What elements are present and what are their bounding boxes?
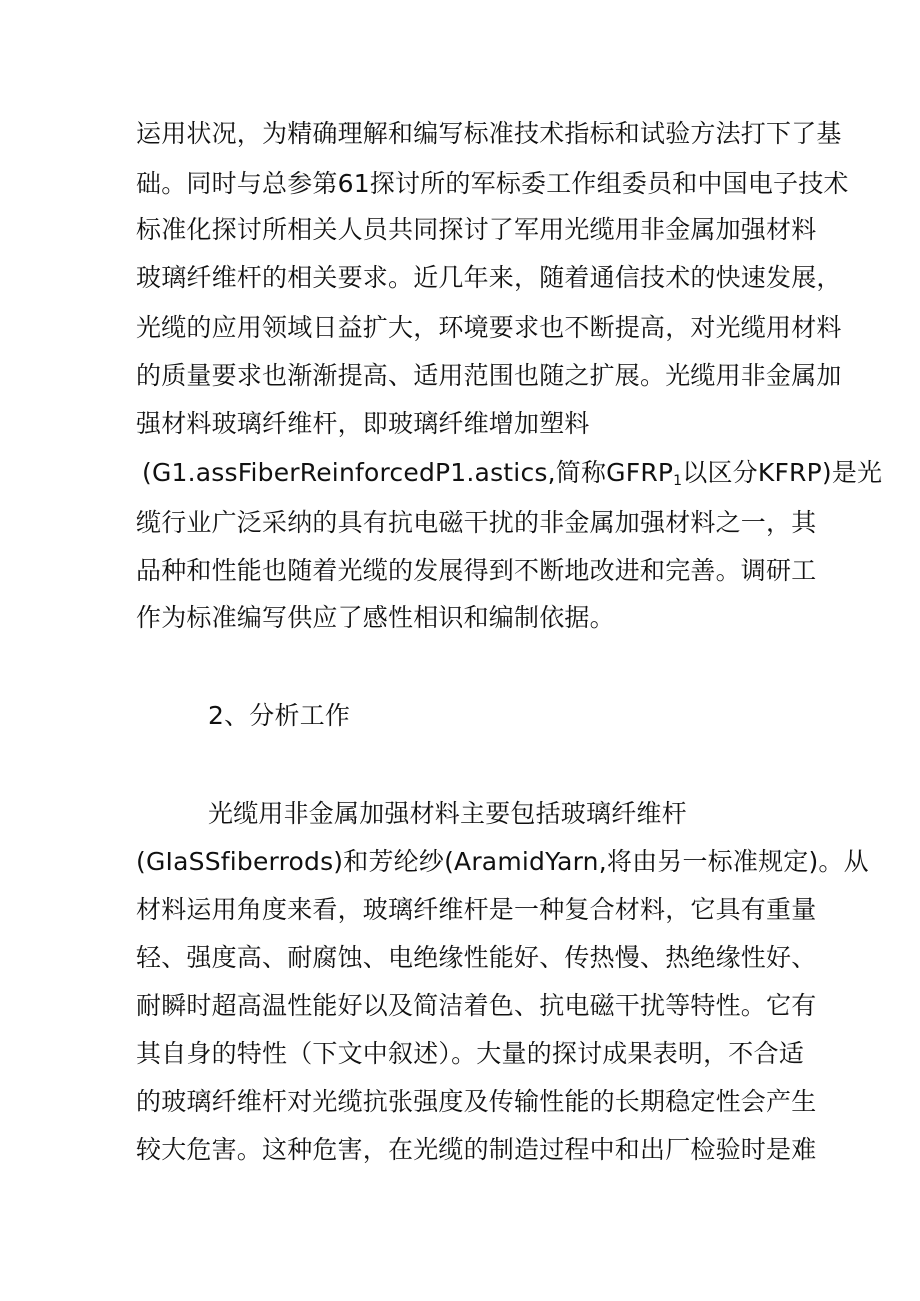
paragraph-line: 的质量要求也渐渐提高、适用范围也随之扩展。光缆用非金属加 (136, 361, 842, 390)
paragraph-line: 较大危害。这种危害，在光缆的制造过程中和出厂检验时是难 (136, 1135, 817, 1164)
paragraph-line: 强材料玻璃纤维杆，即玻璃纤维增加塑料 (136, 409, 590, 438)
paragraph-line: 础。同时与总参第61探讨所的军标委工作组委员和中国电子技术 (136, 169, 849, 198)
paragraph-first-line: 光缆用非金属加强材料主要包括玻璃纤维杆 (208, 799, 687, 828)
paragraph-line: 缆行业广泛采纳的具有抗电磁干扰的非金属加强材料之一，其 (136, 508, 817, 537)
formula-subscript: 1 (673, 473, 683, 489)
paragraph-line: 材料运用角度来看，玻璃纤维杆是一种复合材料，它具有重量 (136, 895, 817, 924)
paragraph-line: 品种和性能也随着光缆的发展得到不断地改进和完善。调研工 (136, 556, 817, 585)
paragraph-line: 其自身的特性（下文中叙述）。大量的探讨成果表明，不合适 (136, 1039, 804, 1068)
paragraph-line: 标准化探讨所相关人员共同探讨了军用光缆用非金属加强材料 (136, 215, 817, 244)
formula-text: (G1.assFiberReinforcedP1.astics,简称GFRP (142, 458, 674, 487)
formula-line (142, 453, 882, 493)
paragraph-line: 光缆的应用领域日益扩大，环境要求也不断提高，对光缆用材料 (136, 313, 842, 342)
paragraph-line: 轻、强度高、耐腐蚀、电绝缘性能好、传热慢、热绝缘性好、 (136, 943, 817, 972)
formula-text-tail: 以区分KFRP)是光 (682, 458, 883, 487)
paragraph-line: (GIaSSfiberrods)和芳纶纱(AramidYarn,将由另一标准规定)。从 (136, 847, 869, 876)
paragraph-line: 作为标准编写供应了感性相识和编制依据。 (136, 603, 615, 632)
section-heading: 2、分析工作 (208, 701, 351, 730)
paragraph-line: 运用状况，为精确理解和编写标准技术指标和试验方法打下了基 (136, 119, 842, 148)
paragraph-line: 耐瞬时超高温性能好以及简洁着色、抗电磁干扰等特性。它有 (136, 991, 817, 1020)
paragraph-line: 玻璃纤维杆的相关要求。近几年来，随着通信技术的快速发展， (136, 263, 842, 292)
paragraph-line: 的玻璃纤维杆对光缆抗张强度及传输性能的长期稳定性会产生 (136, 1087, 817, 1116)
